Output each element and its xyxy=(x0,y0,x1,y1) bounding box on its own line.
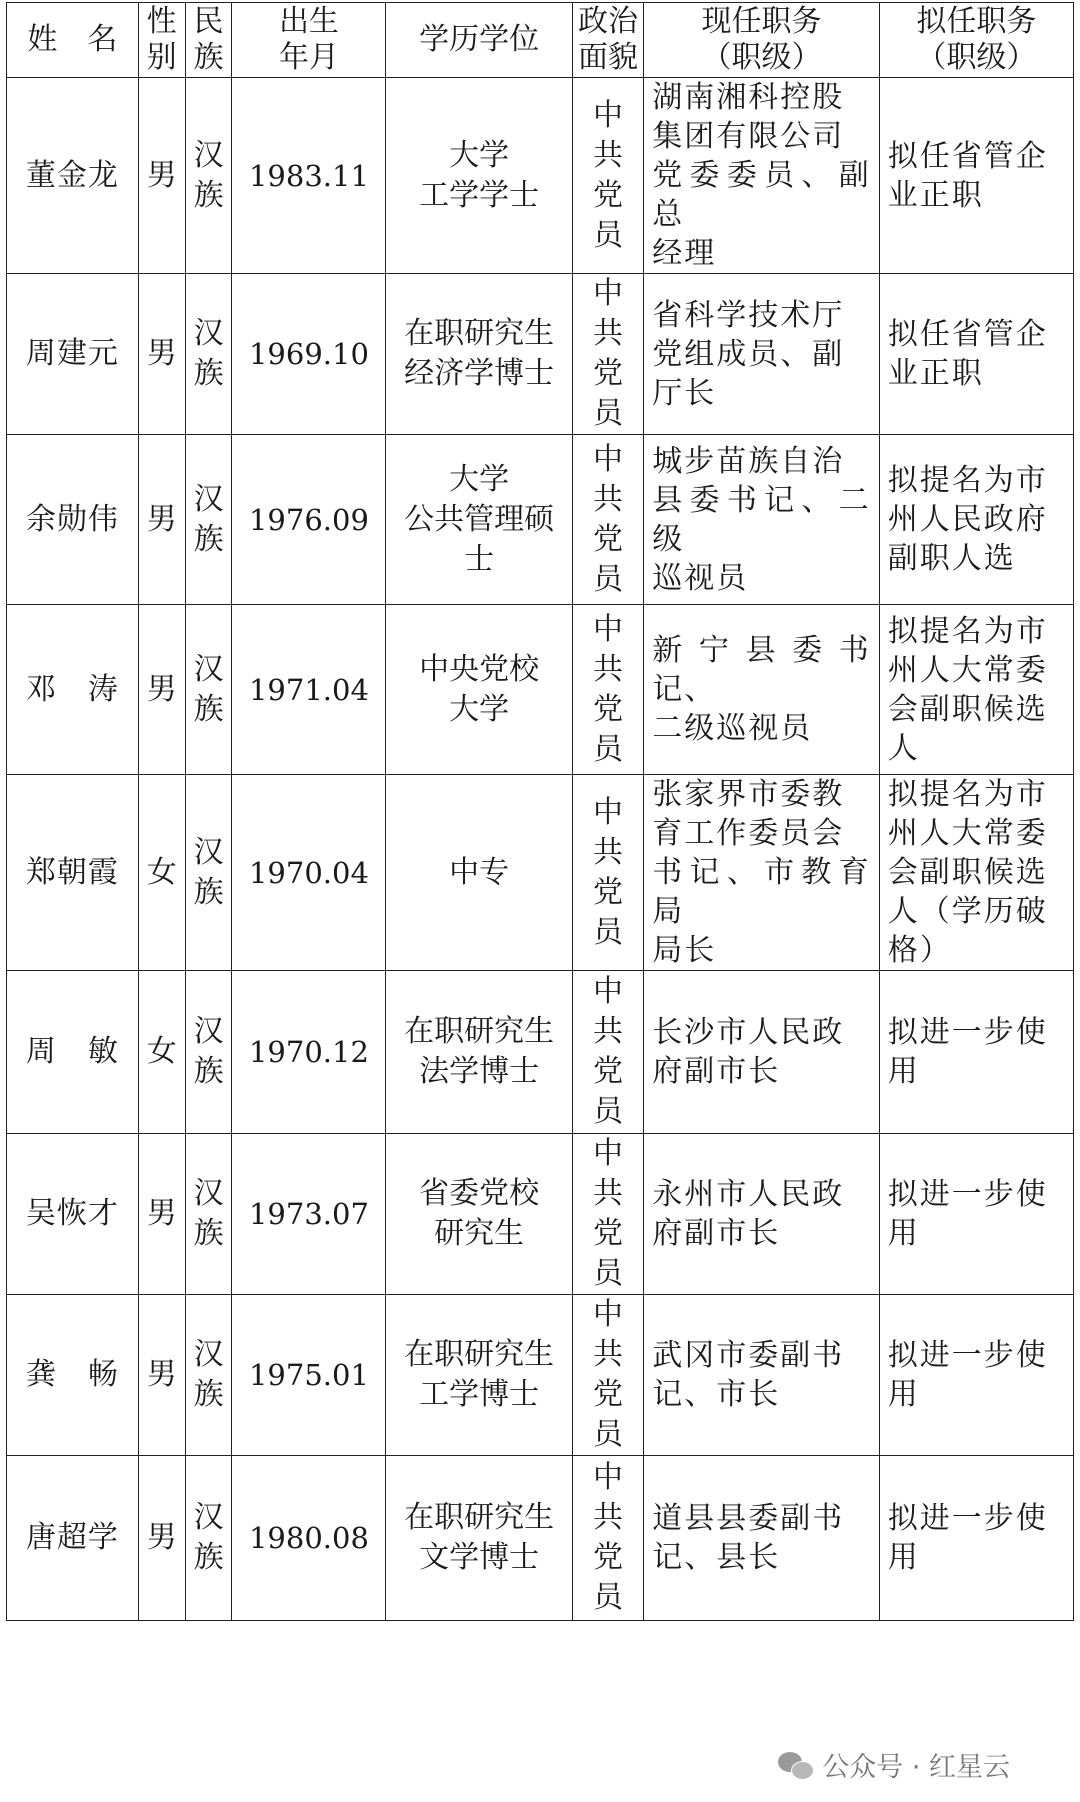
cell-sex: 男 xyxy=(138,274,185,435)
cell-birth: 1970.04 xyxy=(232,775,386,971)
cell-ethnicity: 汉 族 xyxy=(185,435,232,605)
table-row xyxy=(7,1134,1074,1295)
cell-sex: 男 xyxy=(138,435,185,605)
cell-current-position: 新宁县委书记、 二级巡视员 xyxy=(644,605,879,775)
cell-proposed-position: 拟任省管企 业正职 xyxy=(879,274,1073,435)
cell-political: 中共 党员 xyxy=(572,274,643,435)
cell-sex: 男 xyxy=(138,1295,185,1456)
cell-sex: 女 xyxy=(138,775,185,971)
cell-birth: 1976.09 xyxy=(232,435,386,605)
cell-political: 中共 党员 xyxy=(572,78,643,274)
table-row xyxy=(7,971,1074,1134)
cell-current-position: 长沙市人民政 府副市长 xyxy=(644,971,879,1134)
personnel-table xyxy=(6,2,1074,1621)
cell-sex: 男 xyxy=(138,78,185,274)
cell-proposed-position: 拟进一步使 用 xyxy=(879,971,1073,1134)
cell-education: 中专 xyxy=(386,775,572,971)
cell-education: 大学 工学学士 xyxy=(386,78,572,274)
table-row xyxy=(7,78,1074,274)
cell-political: 中共 党员 xyxy=(572,605,643,775)
table-row xyxy=(7,1295,1074,1456)
wechat-icon xyxy=(778,1750,814,1780)
header-political: 政治 面貌 xyxy=(572,3,643,78)
table-row xyxy=(7,775,1074,971)
cell-education: 省委党校 研究生 xyxy=(386,1134,572,1295)
cell-education: 在职研究生 经济学博士 xyxy=(386,274,572,435)
cell-birth: 1969.10 xyxy=(232,274,386,435)
cell-political: 中共 党员 xyxy=(572,1295,643,1456)
cell-name: 吴恢才 xyxy=(7,1134,139,1295)
cell-current-position: 湖南湘科控股 集团有限公司 党委委员、副总 经理 xyxy=(644,78,879,274)
header-ethnicity: 民 族 xyxy=(185,3,232,78)
cell-current-position: 永州市人民政 府副市长 xyxy=(644,1134,879,1295)
header-sex: 性 别 xyxy=(138,3,185,78)
header-birth: 出生 年月 xyxy=(232,3,386,78)
cell-proposed-position: 拟任省管企 业正职 xyxy=(879,78,1073,274)
cell-ethnicity: 汉 族 xyxy=(185,274,232,435)
cell-name: 邓 涛 xyxy=(7,605,139,775)
cell-education: 在职研究生 法学博士 xyxy=(386,971,572,1134)
cell-ethnicity: 汉 族 xyxy=(185,78,232,274)
cell-ethnicity: 汉 族 xyxy=(185,1295,232,1456)
header-row xyxy=(7,3,1074,78)
cell-education: 大学 公共管理硕士 xyxy=(386,435,572,605)
cell-name: 郑朝霞 xyxy=(7,775,139,971)
cell-ethnicity: 汉 族 xyxy=(185,971,232,1134)
cell-name: 唐超学 xyxy=(7,1456,139,1621)
watermark xyxy=(778,1745,1010,1784)
cell-proposed-position: 拟进一步使 用 xyxy=(879,1134,1073,1295)
cell-birth: 1980.08 xyxy=(232,1456,386,1621)
cell-education: 中央党校 大学 xyxy=(386,605,572,775)
cell-name: 龚 畅 xyxy=(7,1295,139,1456)
cell-current-position: 张家界市委教 育工作委员会 书记、市教育局 局长 xyxy=(644,775,879,971)
header-proposed-position: 拟任职务 （职级） xyxy=(879,3,1073,78)
cell-political: 中共 党员 xyxy=(572,435,643,605)
cell-name: 周建元 xyxy=(7,274,139,435)
cell-ethnicity: 汉 族 xyxy=(185,605,232,775)
cell-sex: 女 xyxy=(138,971,185,1134)
cell-current-position: 省科学技术厅 党组成员、副 厅长 xyxy=(644,274,879,435)
table-row xyxy=(7,274,1074,435)
cell-education: 在职研究生 工学博士 xyxy=(386,1295,572,1456)
cell-name: 周 敏 xyxy=(7,971,139,1134)
cell-political: 中共 党员 xyxy=(572,971,643,1134)
cell-birth: 1975.01 xyxy=(232,1295,386,1456)
cell-proposed-position: 拟进一步使 用 xyxy=(879,1456,1073,1621)
cell-proposed-position: 拟进一步使 用 xyxy=(879,1295,1073,1456)
cell-ethnicity: 汉 族 xyxy=(185,1456,232,1621)
table-row xyxy=(7,605,1074,775)
cell-ethnicity: 汉 族 xyxy=(185,775,232,971)
cell-birth: 1983.11 xyxy=(232,78,386,274)
cell-political: 中共 党员 xyxy=(572,1456,643,1621)
table-row xyxy=(7,1456,1074,1621)
cell-birth: 1970.12 xyxy=(232,971,386,1134)
cell-name: 余勋伟 xyxy=(7,435,139,605)
cell-current-position: 武冈市委副书 记、市长 xyxy=(644,1295,879,1456)
cell-sex: 男 xyxy=(138,1134,185,1295)
cell-name: 董金龙 xyxy=(7,78,139,274)
header-name: 姓 名 xyxy=(7,3,139,78)
cell-sex: 男 xyxy=(138,605,185,775)
cell-proposed-position: 拟提名为市 州人民政府 副职人选 xyxy=(879,435,1073,605)
header-education: 学历学位 xyxy=(386,3,572,78)
cell-sex: 男 xyxy=(138,1456,185,1621)
cell-current-position: 道县县委副书 记、县长 xyxy=(644,1456,879,1621)
cell-current-position: 城步苗族自治 县委书记、二级 巡视员 xyxy=(644,435,879,605)
cell-proposed-position: 拟提名为市 州人大常委 会副职候选 人（学历破 格） xyxy=(879,775,1073,971)
cell-ethnicity: 汉 族 xyxy=(185,1134,232,1295)
cell-birth: 1971.04 xyxy=(232,605,386,775)
cell-proposed-position: 拟提名为市 州人大常委 会副职候选 人 xyxy=(879,605,1073,775)
cell-birth: 1973.07 xyxy=(232,1134,386,1295)
table-row xyxy=(7,435,1074,605)
cell-political: 中共 党员 xyxy=(572,775,643,971)
cell-education: 在职研究生 文学博士 xyxy=(386,1456,572,1621)
cell-political: 中共 党员 xyxy=(572,1134,643,1295)
watermark-text: 公众号 · 红星云 xyxy=(822,1752,1010,1783)
header-current-position: 现任职务 （职级） xyxy=(644,3,879,78)
